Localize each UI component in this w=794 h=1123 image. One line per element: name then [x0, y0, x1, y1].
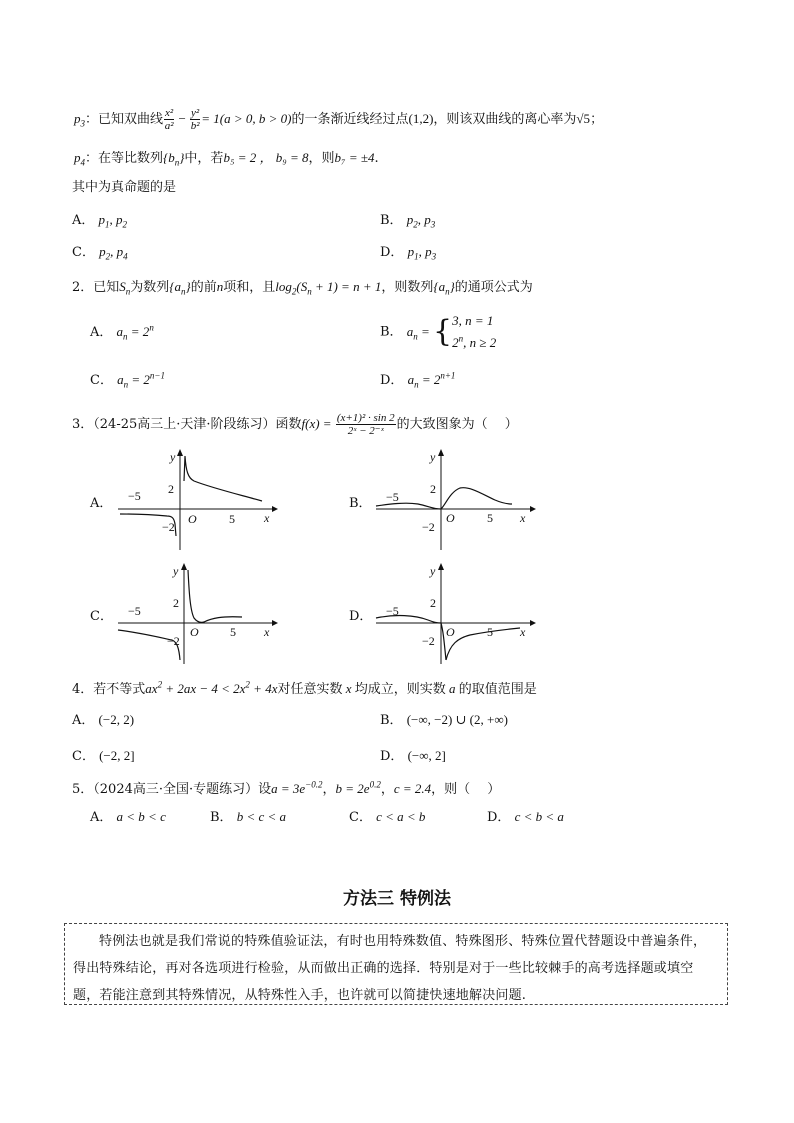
graph-d-tick-2: 2 — [430, 596, 436, 610]
q5-option-c[interactable]: C． c < a < b — [349, 809, 426, 825]
p4-cond: b₅ = 2 ， b₉ = 8 — [223, 150, 309, 165]
p3-text2: 的一条渐近线经过点 — [291, 112, 409, 127]
q1-prompt: 其中为真命题的是 — [72, 180, 177, 195]
graph-d-tick-neg2: −2 — [422, 634, 435, 648]
q2-option-d[interactable]: D． $a_n = 2^{n+1}$ — [380, 370, 456, 390]
graph-a-tick-neg5: −5 — [128, 489, 141, 503]
q5-option-d[interactable]: D． c < b < a — [487, 809, 564, 825]
p4-result: b₇ = ±4 — [334, 150, 375, 165]
q1-option-a[interactable]: A． $p_1$, $p_2$ — [72, 212, 128, 230]
graph-a-tick-2: 2 — [168, 482, 174, 496]
p3-ecc: √5 — [576, 111, 591, 126]
q2-stem: 2．已知$S_n$为数列$\{a_n\}$的前n项和，且$\log_2(S_n + 1) = n + 1$，则数列$\{a_n\}$的通项公式为 — [72, 279, 533, 297]
hyperbola-y-term: $\frac{\text{y²}}{\text{b²}}$ — [190, 107, 200, 132]
hyperbola-x-term: $\frac{\text{x²}}{\text{a²}}$ — [164, 107, 174, 132]
p3-label: $p_3$ — [74, 111, 85, 129]
q1-option-d[interactable]: D． $p_1$, $p_3$ — [380, 244, 437, 262]
graph-d-tick-5: 5 — [487, 625, 493, 639]
q4-stem: 4．若不等式$ax^2 + 2ax - 4 < 2x^2 + 4x$对任意实数 x 均成立，则实数 a 的取值范围是 — [72, 679, 537, 697]
p4-text3: ，则 — [308, 151, 335, 166]
q2-option-b[interactable]: B． $a_n$ = { 3, n = 1 2$^n$, n ≥ 2 — [380, 313, 497, 350]
p3-eq-tail: = 1(a > 0, b > 0) — [201, 111, 292, 126]
graph-a-tick-5: 5 — [229, 512, 235, 526]
graph-b-y-label: y — [430, 450, 436, 464]
graph-d-tick-neg5: −5 — [386, 604, 399, 618]
p4-seq: $\{b_n\}$ — [163, 150, 185, 168]
graph-a-x-label: x — [264, 511, 270, 525]
graph-b-x-label: x — [520, 511, 526, 525]
graph-c-tick-2: 2 — [173, 596, 179, 610]
graph-c-y-label: y — [173, 564, 179, 578]
graph-d[interactable] — [370, 560, 540, 668]
p4-text1: ：在等比数列 — [85, 151, 164, 166]
q4-option-a[interactable]: A． (−2, 2) — [72, 712, 135, 728]
graph-a[interactable] — [112, 446, 282, 554]
graph-b-origin: O — [446, 511, 455, 525]
q3-option-c-label[interactable]: C． — [90, 609, 113, 624]
method-description-text: 特例法也就是我们常说的特殊值验证法，有时也用特殊数值、特殊图形、特殊位置代替题设中普遍条件，得出特殊结论，再对各选项进行检验，从而做出正确的选择．特别是对于一些比较棘手的高考选择题或填空题，若能注意到其特殊情况，从特殊性入手，也许就可以简捷快速地解决问题. — [73, 934, 707, 1003]
graph-b[interactable] — [370, 446, 540, 554]
q4-option-d[interactable]: D． (−∞, 2] — [380, 748, 446, 764]
q1-option-b[interactable]: B． $p_2$, $p_3$ — [380, 212, 436, 230]
q1-option-c[interactable]: C． $p_2$, $p_4$ — [72, 244, 128, 262]
graph-c-x-label: x — [264, 625, 270, 639]
graph-c-origin: O — [190, 625, 199, 639]
q3-option-d-label[interactable]: D． — [349, 609, 373, 624]
q5-stem: 5．（2024高三·全国·专题练习）设$a = 3e^{-0.2}$，$b = 2e^{0.2}$，c = 2.4，则（ ） — [72, 779, 501, 797]
graph-a-y-label: y — [170, 450, 176, 464]
graph-c[interactable] — [112, 560, 282, 668]
graph-b-tick-5: 5 — [487, 511, 493, 525]
graph-d-x-label: x — [520, 625, 526, 639]
q4-option-c[interactable]: C． (−2, 2] — [72, 748, 135, 764]
p3-point: (1,2) — [408, 111, 434, 126]
q3-fraction: $\frac{\text{(x+1)² · sin 2}}{\text{2ˣ − 2⁻ˣ}}$ — [336, 412, 395, 437]
proposition-p3: $p_3$：已知双曲线 $\frac{\text{x²}}{\text{a²}}$ − $\frac{\text{y²}}{\text{b²}}$ = 1(a > 0, b > 0)的一条渐近线经过点(1,2)，则该双曲线的离心率为√5； — [74, 107, 604, 132]
q3-stem: 3．（24-25高三上·天津·阶段练习）函数f(x) = $\frac{\text{(x+1)² · sin 2}}{\text{2ˣ − 2⁻ˣ}}$ 的大致图象为（ ） — [72, 412, 518, 437]
graph-c-tick-5: 5 — [230, 625, 236, 639]
graph-b-tick-2: 2 — [430, 482, 436, 496]
q5-option-a[interactable]: A． a < b < c — [90, 809, 166, 825]
graph-c-tick-neg5: −5 — [128, 604, 141, 618]
graph-a-origin: O — [188, 512, 197, 526]
q4-option-b[interactable]: B． (−∞, −2) ∪ (2, +∞) — [380, 712, 508, 728]
p3-text1: ：已知双曲线 — [85, 112, 164, 127]
graph-d-origin: O — [446, 625, 455, 639]
graph-b-tick-neg2: −2 — [422, 520, 435, 534]
q3-option-b-label[interactable]: B． — [349, 496, 372, 511]
q5-option-b[interactable]: B． b < c < a — [210, 809, 287, 825]
graph-c-tick-neg2: −2 — [167, 634, 180, 648]
graph-a-tick-neg2: −2 — [162, 520, 175, 534]
p3-text3: ，则该双曲线的离心率为 — [433, 112, 577, 127]
p4-text2: 中，若 — [184, 151, 224, 166]
section-title: 方法三 特例法 — [343, 889, 451, 909]
p4-label: $p_4$ — [74, 150, 85, 168]
method-description-box — [64, 923, 728, 1005]
q3-option-a-label[interactable]: A． — [90, 496, 113, 511]
graph-b-tick-neg5: −5 — [386, 490, 399, 504]
q2-option-c[interactable]: C． $a_n = 2^{n-1}$ — [90, 370, 165, 390]
proposition-p4: $p_4$：在等比数列$\{b_n\}$中，若b₅ = 2 ， b₉ = 8，则b₇ = ±4. — [74, 150, 379, 168]
q2-option-a[interactable]: A． $a_n = 2^n$ — [90, 322, 154, 342]
graph-d-y-label: y — [430, 564, 436, 578]
